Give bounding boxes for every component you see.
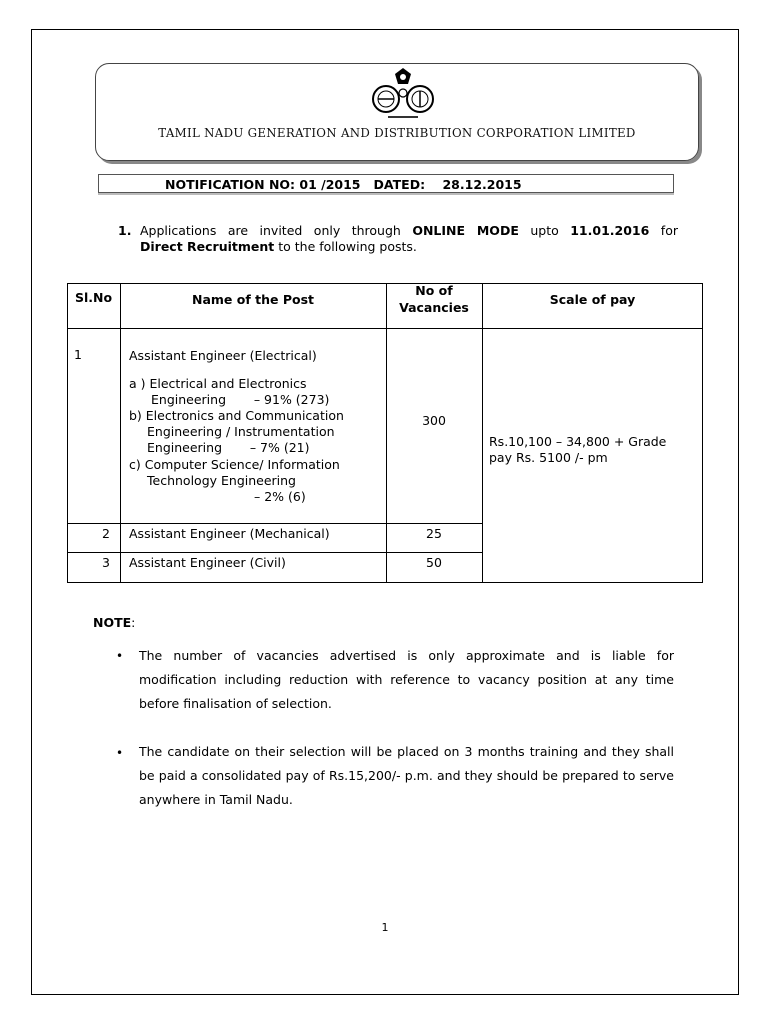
row1-sub-b3: Engineering – 7% (21) (147, 440, 310, 455)
note-bullet-2: The candidate on their selection will be placed on 3 months training and they shall be paid a consolidated pay of Rs.15,200/- p.m. and they should be prepared to serve anywhere in Tamil Nadu. (139, 744, 674, 807)
row2-vacancies: 25 (426, 526, 442, 541)
notification-title: NOTIFICATION NO: 01 /2015 DATED: 28.12.2015 (165, 177, 522, 192)
row1-sub-c2: Technology Engineering (147, 473, 296, 488)
row1-vacancies: 300 (422, 413, 446, 428)
intro-number: 1. (118, 223, 132, 238)
row2-post: Assistant Engineer (Mechanical) (129, 526, 330, 541)
bullet-icon: • (116, 649, 124, 663)
logo-emblem-icon (368, 66, 438, 120)
row1-sub-b2: Engineering / Instrumentation (147, 424, 335, 439)
last-date-text: 11.01.2016 (570, 223, 650, 238)
row2-slno: 2 (102, 526, 110, 541)
row1-sub-b1: b) Electronics and Communication (129, 408, 344, 423)
row1-sub-c3: – 2% (6) (254, 489, 306, 504)
row1-sub-a2: Engineering – 91% (273) (151, 392, 330, 407)
pay-scale-line-2: pay Rs. 5100 /- pm (489, 450, 608, 465)
row3-post: Assistant Engineer (Civil) (129, 555, 286, 570)
pay-scale-line-1: Rs.10,100 – 34,800 + Grade (489, 434, 667, 449)
header-scale-of-pay: Scale of pay (549, 292, 636, 307)
bullet-icon: • (116, 746, 124, 760)
posts-table (67, 283, 703, 583)
row1-sub-c1: c) Computer Science/ Information (129, 457, 340, 472)
intro-line-1: Applications are invited only through ONLINE MODE upto 11.01.2016 for (140, 223, 678, 238)
row3-vacancies: 50 (426, 555, 442, 570)
note-bullet-1: The number of vacancies advertised is only approximate and is liable for modification including reduction with reference to vacancy position at any time before finalisation of selection. (139, 648, 674, 711)
row1-sub-a1: a ) Electrical and Electronics (129, 376, 307, 391)
header-vacancies-2: Vacancies (399, 300, 469, 315)
row1-post: Assistant Engineer (Electrical) (129, 348, 317, 363)
header-vacancies-1: No of (415, 283, 453, 298)
intro-line-2: Direct Recruitment to the following posts. (140, 239, 417, 254)
page-number: 1 (381, 921, 389, 934)
header-post-name: Name of the Post (192, 292, 314, 307)
note-heading: NOTE: (93, 615, 136, 630)
header-slno: Sl.No (74, 290, 113, 305)
organization-name: TAMIL NADU GENERATION AND DISTRIBUTION CORPORATION LIMITED (158, 126, 636, 140)
direct-recruitment-text: Direct Recruitment (140, 239, 275, 254)
row1-slno: 1 (74, 347, 82, 362)
online-mode-text: ONLINE MODE (412, 223, 519, 238)
row3-slno: 3 (102, 555, 110, 570)
